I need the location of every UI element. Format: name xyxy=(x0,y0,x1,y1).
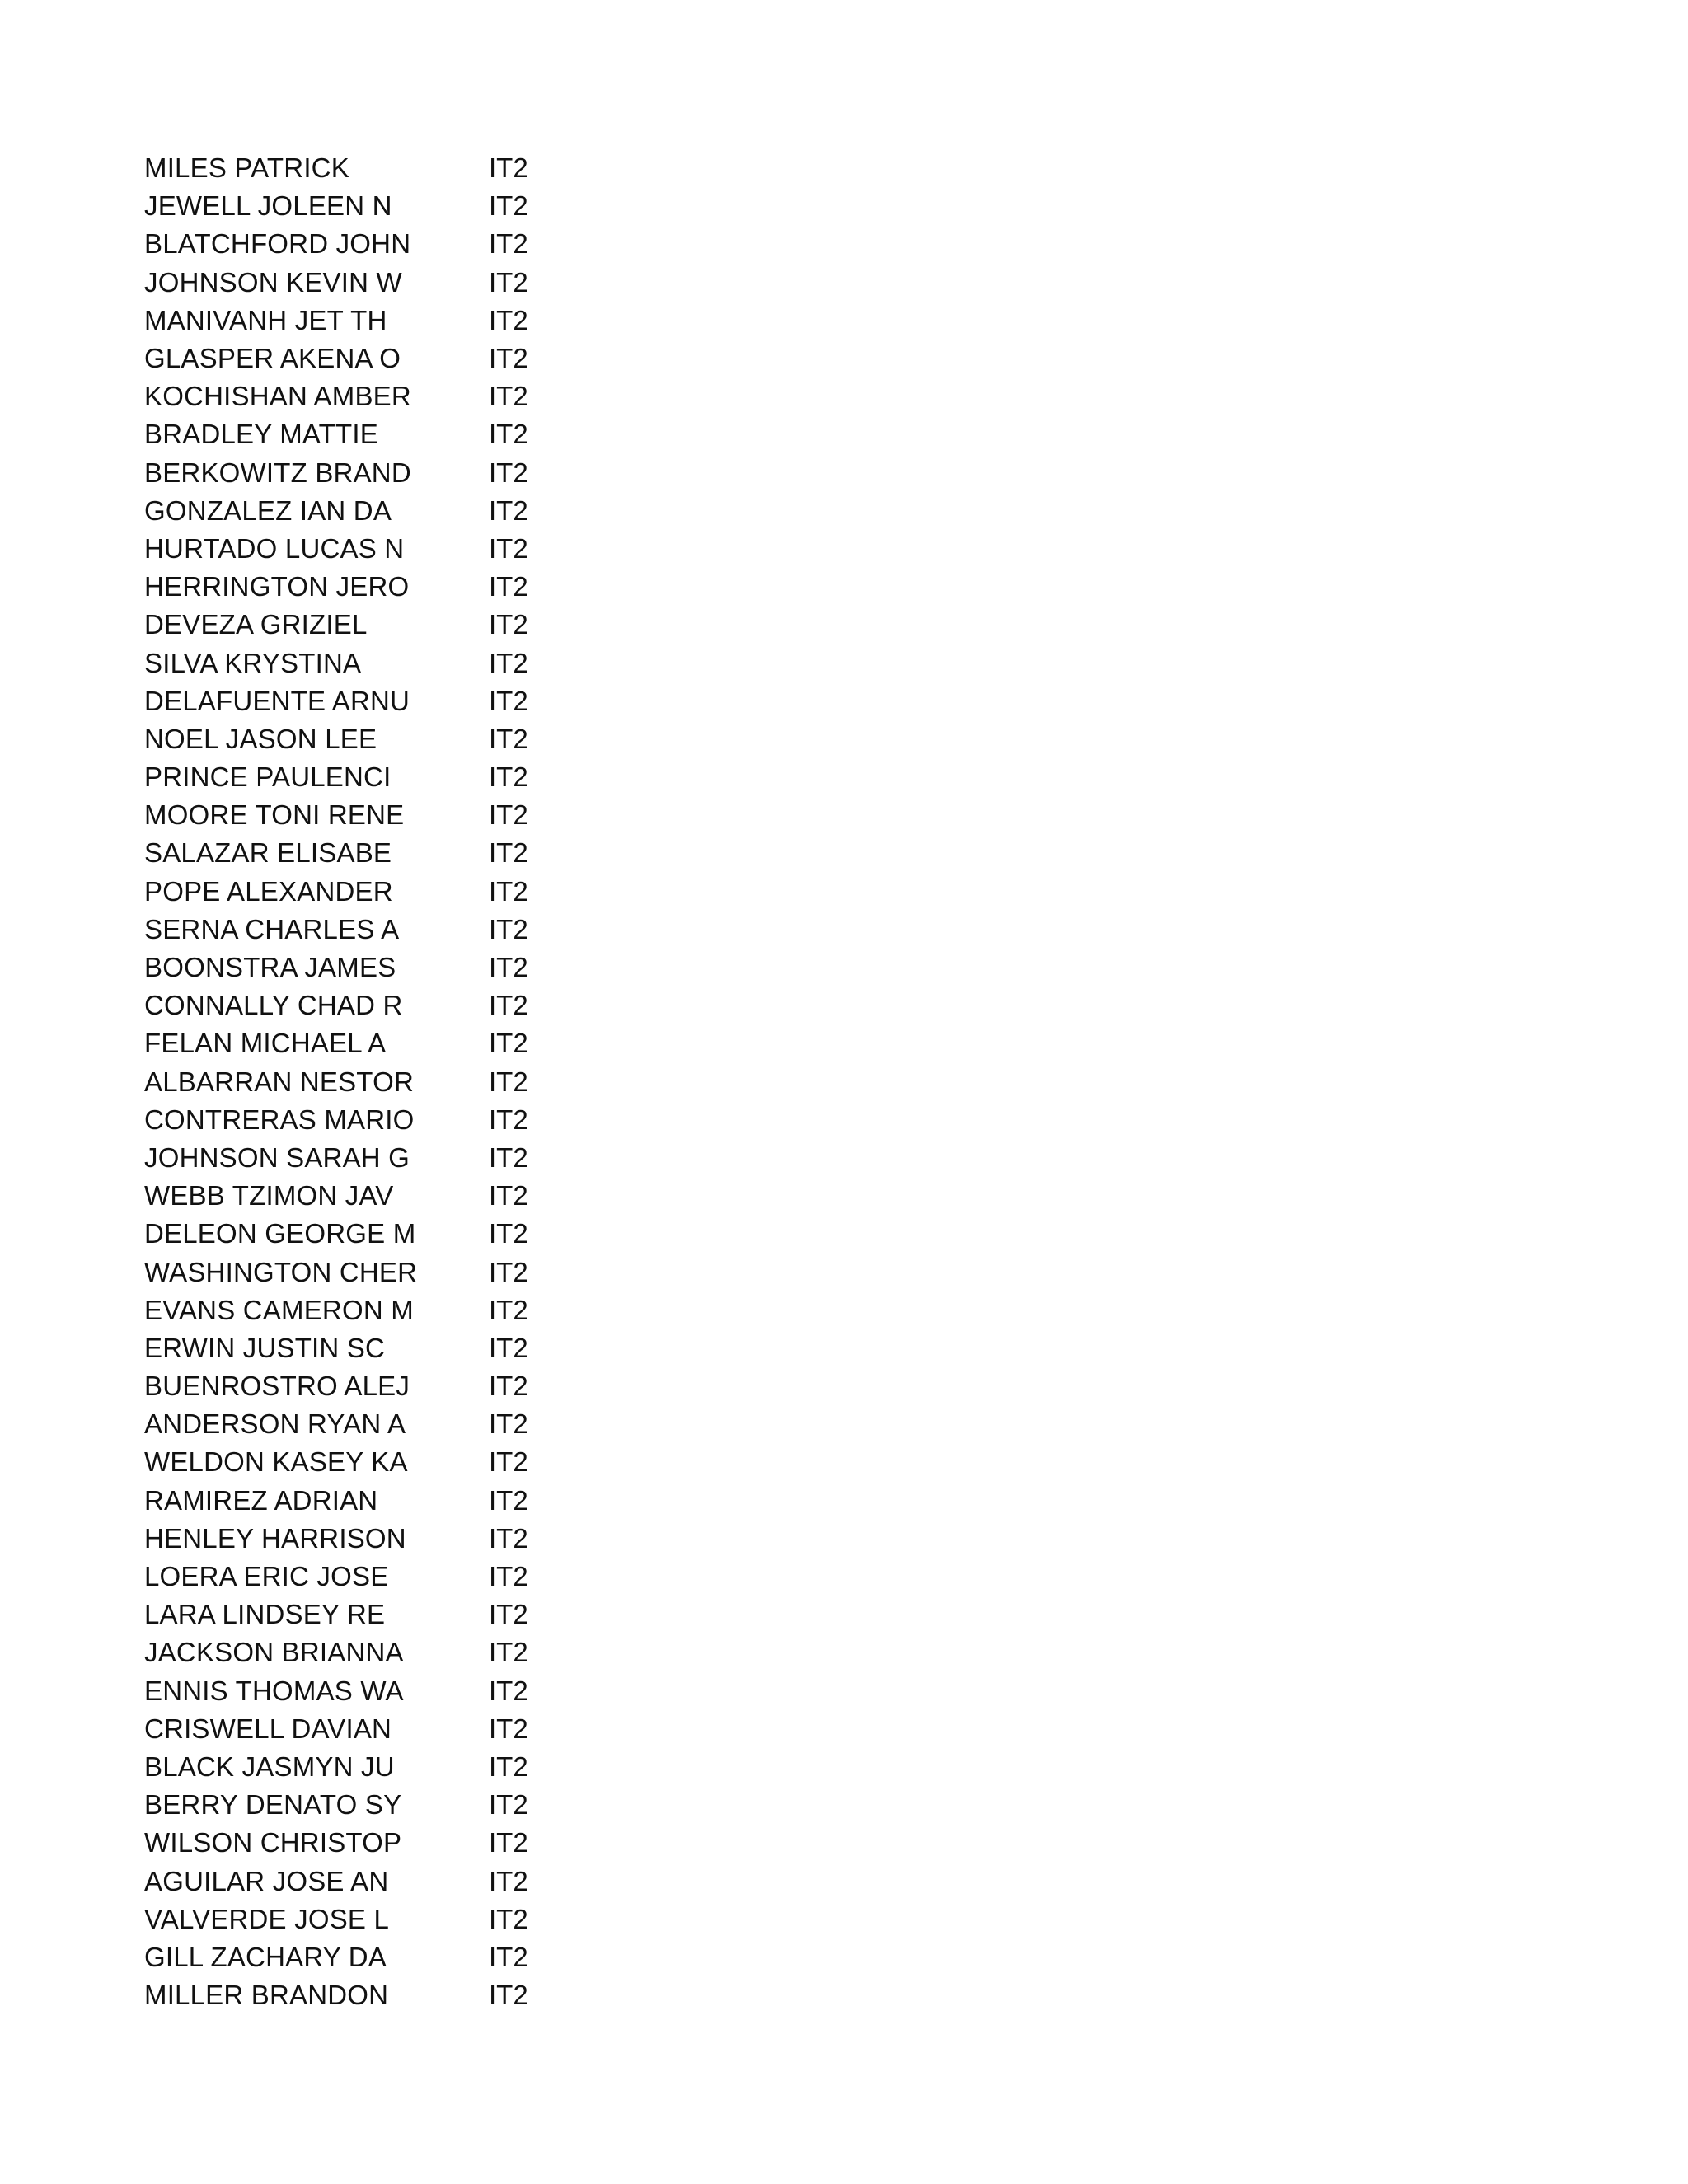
roster-list xyxy=(144,149,573,2014)
table-row xyxy=(144,1900,573,1938)
person-name: SERNA CHARLES A xyxy=(144,913,400,944)
person-name: BOONSTRA JAMES xyxy=(144,952,396,983)
table-row xyxy=(144,302,573,340)
person-name: SILVA KRYSTINA xyxy=(144,647,362,678)
table-row xyxy=(144,644,573,682)
table-row xyxy=(144,606,573,644)
rate-code: IT2 xyxy=(489,647,528,678)
table-row xyxy=(144,1101,573,1139)
table-row xyxy=(144,1786,573,1824)
rate-code: IT2 xyxy=(489,419,528,450)
table-row xyxy=(144,1520,573,1558)
table-row xyxy=(144,1291,573,1329)
table-row xyxy=(144,1139,573,1177)
rate-code: IT2 xyxy=(489,1294,528,1325)
person-name: LOERA ERIC JOSE xyxy=(144,1561,389,1592)
rate-code: IT2 xyxy=(489,723,528,754)
table-row xyxy=(144,492,573,530)
rate-code: IT2 xyxy=(489,1561,528,1592)
person-name: PRINCE PAULENCI xyxy=(144,762,392,793)
rate-code: IT2 xyxy=(489,1218,528,1249)
table-row xyxy=(144,340,573,377)
table-row xyxy=(144,1482,573,1520)
person-name: POPE ALEXANDER xyxy=(144,875,393,907)
person-name: WILSON CHRISTOP xyxy=(144,1827,402,1858)
rate-code: IT2 xyxy=(489,1675,528,1706)
person-name: BLACK JASMYN JU xyxy=(144,1750,395,1782)
rate-code: IT2 xyxy=(489,1028,528,1059)
person-name: VALVERDE JOSE L xyxy=(144,1903,390,1934)
rate-code: IT2 xyxy=(489,228,528,260)
person-name: FELAN MICHAEL A xyxy=(144,1028,387,1059)
table-row xyxy=(144,911,573,949)
rate-code: IT2 xyxy=(489,457,528,488)
table-row xyxy=(144,720,573,758)
person-name: SALAZAR ELISABE xyxy=(144,837,392,869)
person-name: KOCHISHAN AMBER xyxy=(144,381,411,412)
person-name: NOEL JASON LEE xyxy=(144,723,377,754)
rate-code: IT2 xyxy=(489,1522,528,1554)
rate-code: IT2 xyxy=(489,190,528,222)
rate-code: IT2 xyxy=(489,266,528,298)
rate-code: IT2 xyxy=(489,1371,528,1402)
rate-code: IT2 xyxy=(489,1104,528,1135)
person-name: ENNIS THOMAS WA xyxy=(144,1675,404,1706)
table-row xyxy=(144,1215,573,1253)
table-row xyxy=(144,682,573,720)
person-name: ANDERSON RYAN A xyxy=(144,1408,406,1440)
table-row xyxy=(144,1976,573,2014)
person-name: ALBARRAN NESTOR xyxy=(144,1066,414,1097)
table-row xyxy=(144,530,573,568)
person-name: MANIVANH JET TH xyxy=(144,304,387,335)
person-name: CONNALLY CHAD R xyxy=(144,990,403,1021)
person-name: AGUILAR JOSE AN xyxy=(144,1865,389,1896)
rate-code: IT2 xyxy=(489,913,528,944)
table-row xyxy=(144,264,573,302)
person-name: HENLEY HARRISON xyxy=(144,1522,406,1554)
table-row xyxy=(144,758,573,796)
person-name: GILL ZACHARY DA xyxy=(144,1941,387,1972)
table-row xyxy=(144,834,573,872)
person-name: CRISWELL DAVIAN xyxy=(144,1713,392,1744)
person-name: DEVEZA GRIZIEL xyxy=(144,609,368,640)
person-name: WELDON KASEY KA xyxy=(144,1446,408,1478)
person-name: MOORE TONI RENE xyxy=(144,799,405,831)
person-name: GLASPER AKENA O xyxy=(144,343,401,374)
person-name: BERRY DENATO SY xyxy=(144,1789,402,1821)
table-row xyxy=(144,987,573,1024)
table-row xyxy=(144,1633,573,1671)
person-name: WEBB TZIMON JAV xyxy=(144,1180,394,1212)
table-row xyxy=(144,1177,573,1215)
table-row xyxy=(144,415,573,453)
person-name: BRADLEY MATTIE xyxy=(144,419,378,450)
person-name: LARA LINDSEY RE xyxy=(144,1599,386,1630)
table-row xyxy=(144,1672,573,1710)
table-row xyxy=(144,1329,573,1367)
rate-code: IT2 xyxy=(489,875,528,907)
table-row xyxy=(144,873,573,911)
person-name: JOHNSON KEVIN W xyxy=(144,266,402,298)
rate-code: IT2 xyxy=(489,1789,528,1821)
person-name: GONZALEZ IAN DA xyxy=(144,494,392,526)
rate-code: IT2 xyxy=(489,304,528,335)
table-row xyxy=(144,377,573,415)
table-row xyxy=(144,1253,573,1291)
rate-code: IT2 xyxy=(489,1484,528,1516)
rate-code: IT2 xyxy=(489,1599,528,1630)
rate-code: IT2 xyxy=(489,1980,528,2011)
table-row xyxy=(144,1862,573,1900)
rate-code: IT2 xyxy=(489,1141,528,1173)
rate-code: IT2 xyxy=(489,381,528,412)
table-row xyxy=(144,454,573,492)
person-name: CONTRERAS MARIO xyxy=(144,1104,415,1135)
table-row xyxy=(144,1938,573,1976)
table-row xyxy=(144,1748,573,1786)
rate-code: IT2 xyxy=(489,1066,528,1097)
table-row xyxy=(144,568,573,606)
table-row xyxy=(144,187,573,225)
rate-code: IT2 xyxy=(489,990,528,1021)
table-row xyxy=(144,1824,573,1862)
table-row xyxy=(144,1710,573,1748)
person-name: BLATCHFORD JOHN xyxy=(144,228,411,260)
rate-code: IT2 xyxy=(489,1332,528,1363)
table-row xyxy=(144,1596,573,1633)
rate-code: IT2 xyxy=(489,1256,528,1287)
person-name: WASHINGTON CHER xyxy=(144,1256,418,1287)
rate-code: IT2 xyxy=(489,494,528,526)
table-row xyxy=(144,225,573,263)
rate-code: IT2 xyxy=(489,1941,528,1972)
rate-code: IT2 xyxy=(489,1713,528,1744)
table-row xyxy=(144,1405,573,1443)
table-row xyxy=(144,1024,573,1062)
person-name: HURTADO LUCAS N xyxy=(144,532,405,564)
person-name: HERRINGTON JERO xyxy=(144,571,410,602)
table-row xyxy=(144,796,573,834)
rate-code: IT2 xyxy=(489,1827,528,1858)
person-name: BUENROSTRO ALEJ xyxy=(144,1371,410,1402)
table-row xyxy=(144,1443,573,1481)
rate-code: IT2 xyxy=(489,1903,528,1934)
person-name: JOHNSON SARAH G xyxy=(144,1141,410,1173)
person-name: ERWIN JUSTIN SC xyxy=(144,1332,386,1363)
rate-code: IT2 xyxy=(489,1637,528,1668)
person-name: DELEON GEORGE M xyxy=(144,1218,416,1249)
person-name: MILES PATRICK xyxy=(144,152,349,184)
person-name: EVANS CAMERON M xyxy=(144,1294,414,1325)
rate-code: IT2 xyxy=(489,152,528,184)
rate-code: IT2 xyxy=(489,1750,528,1782)
table-row xyxy=(144,149,573,187)
table-row xyxy=(144,949,573,987)
rate-code: IT2 xyxy=(489,685,528,716)
table-row xyxy=(144,1558,573,1596)
person-name: DELAFUENTE ARNU xyxy=(144,685,410,716)
rate-code: IT2 xyxy=(489,532,528,564)
rate-code: IT2 xyxy=(489,799,528,831)
rate-code: IT2 xyxy=(489,571,528,602)
rate-code: IT2 xyxy=(489,1408,528,1440)
person-name: RAMIREZ ADRIAN xyxy=(144,1484,378,1516)
rate-code: IT2 xyxy=(489,1865,528,1896)
person-name: JEWELL JOLEEN N xyxy=(144,190,392,222)
rate-code: IT2 xyxy=(489,1180,528,1212)
person-name: BERKOWITZ BRAND xyxy=(144,457,411,488)
person-name: MILLER BRANDON xyxy=(144,1980,389,2011)
person-name: JACKSON BRIANNA xyxy=(144,1637,404,1668)
rate-code: IT2 xyxy=(489,952,528,983)
rate-code: IT2 xyxy=(489,837,528,869)
table-row xyxy=(144,1367,573,1405)
rate-code: IT2 xyxy=(489,1446,528,1478)
rate-code: IT2 xyxy=(489,762,528,793)
rate-code: IT2 xyxy=(489,609,528,640)
rate-code: IT2 xyxy=(489,343,528,374)
table-row xyxy=(144,1063,573,1101)
